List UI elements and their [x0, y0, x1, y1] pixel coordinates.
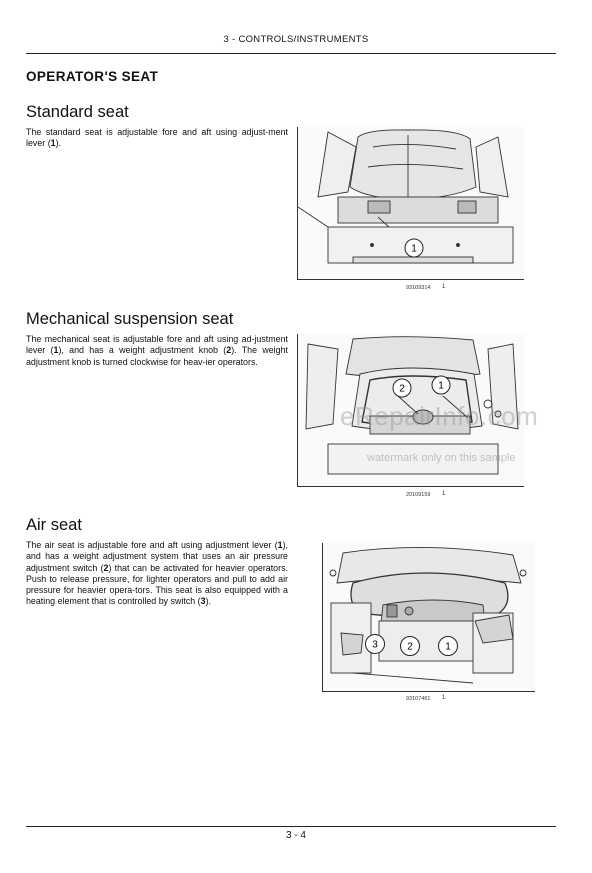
watermark-site: eRepairInfo.com: [340, 401, 539, 431]
callout-label: 1: [411, 243, 417, 255]
standard-seat-heading: Standard seat: [26, 103, 129, 121]
mechanical-seat-text: The mechanical seat is adjustable fore and aft using ad-justment lever (1), and has a weight adjustment knob (2). The weight adjustment knob is turned clockwise for heav-ier operators.: [26, 334, 288, 367]
header-rule: [26, 53, 556, 54]
page-header: 3 - CONTROLS/INSTRUMENTS: [223, 34, 369, 45]
page-number: 3 - 4: [285, 830, 306, 841]
figure-id: 93109314: [406, 285, 431, 291]
callout-label: 2: [399, 383, 405, 395]
footer-rule: [26, 826, 556, 827]
air-seat-text: The air seat is adjustable fore and aft using adjustment lever (1), and has a weight adjustment system that uses an air pressure adjustment switch (2) that can be activated for heavier operators. Push to release pressure, for lighter operators and pull to add air pressure for heavier opera-tors. This seat is also equipped with a heating element that is controlled by switch (3).: [26, 540, 288, 607]
section-title: OPERATOR'S SEAT: [26, 69, 159, 84]
callout-label: 1: [445, 641, 451, 653]
air-seat-figure: [322, 543, 535, 692]
figure-number: 1: [442, 695, 446, 701]
standard-seat-text: The standard seat is adjustable fore and aft using adjust-ment lever (1).: [26, 127, 288, 149]
air-seat-photo: [323, 543, 535, 691]
mechanical-seat-heading: Mechanical suspension seat: [26, 310, 234, 328]
standard-seat-photo: [298, 127, 524, 279]
figure-number: 1: [442, 491, 446, 497]
callout-label: 3: [372, 639, 378, 651]
standard-seat-figure: [297, 127, 524, 280]
figure-id: 20109159: [406, 492, 431, 498]
watermark-note: watermark only on this sample: [367, 452, 516, 464]
air-seat-heading: Air seat: [26, 516, 82, 534]
figure-number: 1: [442, 284, 446, 290]
callout-label: 2: [407, 641, 413, 653]
callout-label: 1: [438, 380, 444, 392]
figure-id: 93107461: [406, 696, 431, 702]
